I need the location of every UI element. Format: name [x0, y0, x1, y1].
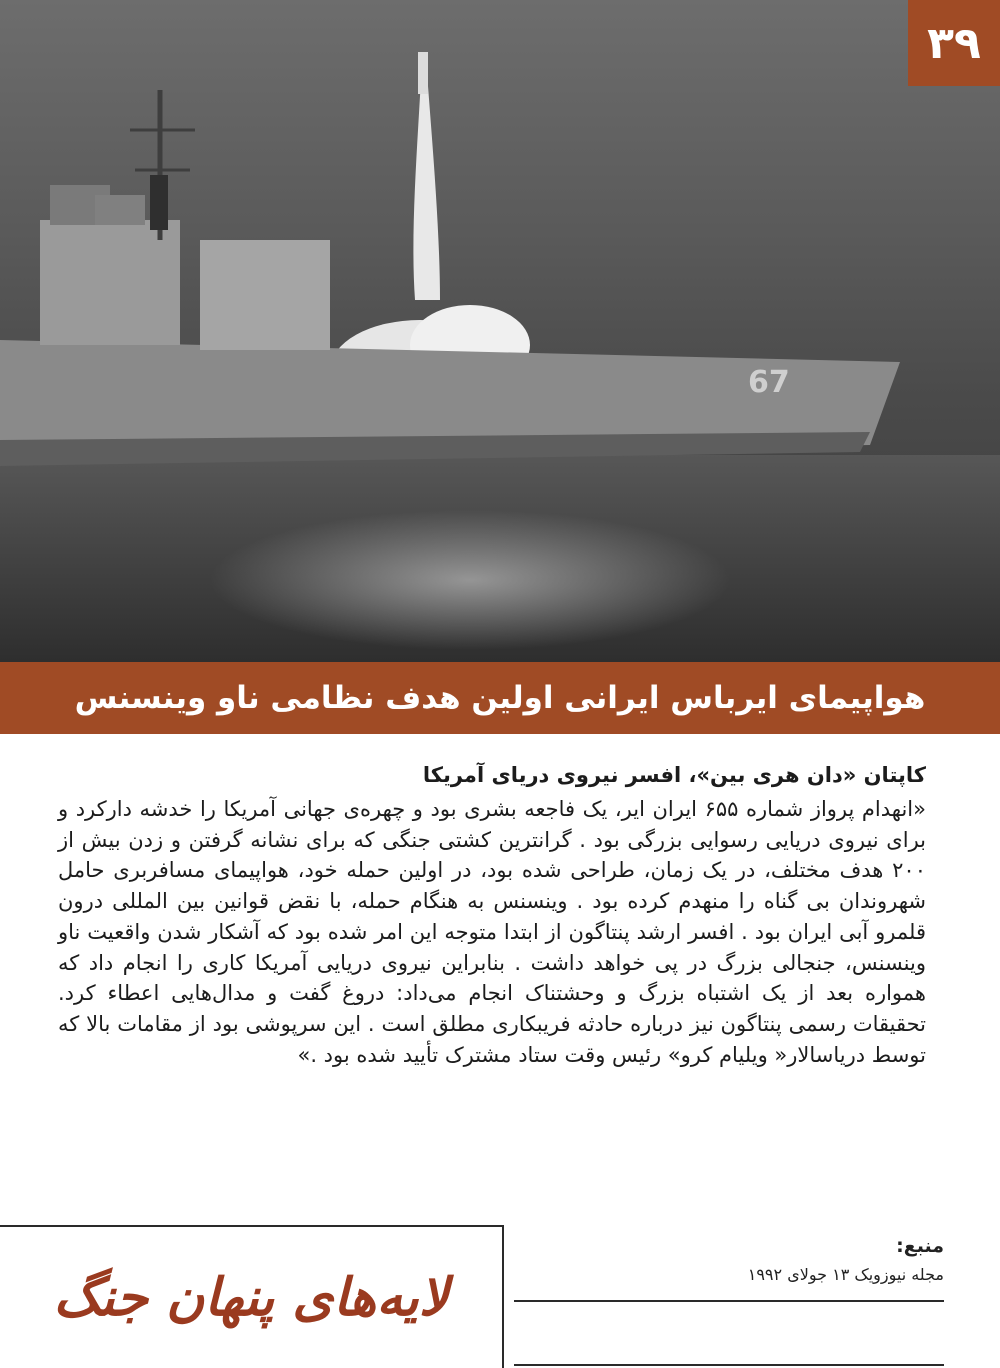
book-logo: لایه‌های پنهان جنگ — [53, 1267, 449, 1328]
missile-trail — [413, 60, 440, 300]
article — [58, 760, 926, 1070]
hull-number: 67 — [748, 365, 790, 400]
source-value: مجله نیوزویک ۱۳ جولای ۱۹۹۲ — [747, 1265, 944, 1284]
warship-missile-photo — [0, 0, 1000, 662]
title-bar — [0, 662, 1000, 734]
source-label: منبع: — [896, 1235, 944, 1257]
divider-line — [514, 1364, 944, 1366]
page-number-badge — [908, 0, 1000, 86]
flag — [150, 175, 168, 230]
article-heading: کاپتان «دان هری بین»، افسر نیروی دریای آمریکا — [422, 763, 926, 787]
sea-glare — [210, 510, 730, 650]
page-number: ۳۹ — [927, 17, 981, 69]
source-box — [514, 1232, 944, 1302]
page-title: هواپیمای ایرباس ایرانی اولین هدف نظامی ناو وینسنس — [74, 680, 926, 716]
footer-logo-box — [0, 1225, 504, 1368]
photo-illustration — [0, 0, 1000, 662]
missile — [418, 52, 428, 94]
article-body: «انهدام پرواز شماره ۶۵۵ ایران ایر، یک فاجعه بشری بود و چهره‌ی جهانی آمریکا را خدشه دارکرد و برای نیروی دریایی رسوایی بزرگی بود . گرانترین کشتی جنگی که برای نشانه گرفتن و زدن بیش از ۲۰۰ هدف مختلف، در یک زمان، طراحی شده بود، در اولین حمله خود، هواپیمای مسافربری حامل شهروندان بی گناه را منهدم کرده بود . وینسنس به هنگام حمله، با نقض قوانین بین المللی درون قلمرو آبی ایران بود . افسر ارشد پنتاگون از ابتدا متوجه این امر شده بود که آشکار شدن واقعیت ناو وینسنس، جنجالی بزرگ در پی خواهد داشت . بنابراین نیروی دریایی آمریکا کاری را انجام داد که همواره بعد از یک اشتباه بزرگ و وحشتناک انجام می‌داد: دروغ گفت و مدال‌هایی اعطاء کرد. تحقیقات رسمی پنتاگون نیز درباره حادثه فریبکاری مطلق است . این سرپوشی بود از مقامات بالا که توسط دریاسالار« ویلیام کرو» رئیس وقت ستاد مشترک تأیید شده بود .» — [58, 797, 926, 1067]
